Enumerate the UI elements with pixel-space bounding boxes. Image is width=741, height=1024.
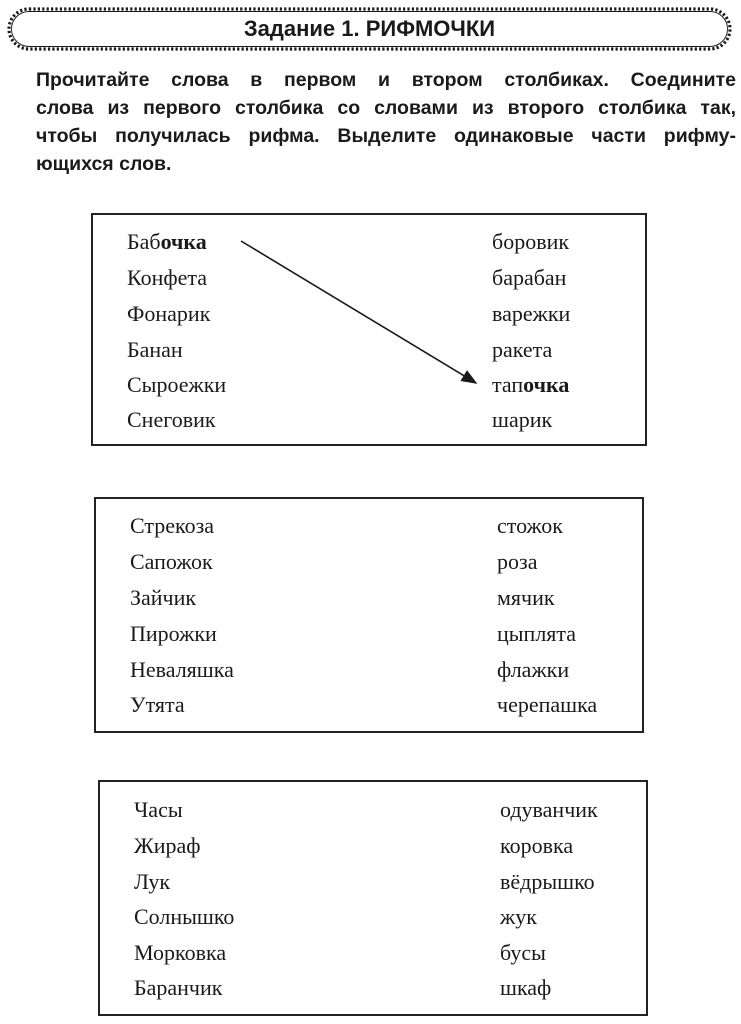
right-word[interactable]: коровка <box>500 833 574 858</box>
page-title: Задание 1. РИФМОЧКИ <box>243 16 496 41</box>
left-word[interactable]: Банан <box>127 337 183 362</box>
left-word[interactable]: Пирожки <box>130 621 217 646</box>
left-word[interactable]: Морковка <box>134 940 227 965</box>
right-word[interactable]: барабан <box>492 265 567 290</box>
left-word[interactable]: Баранчик <box>134 975 223 1000</box>
right-word[interactable]: варежки <box>492 301 571 326</box>
word-group-1 <box>91 213 647 446</box>
right-word[interactable]: жук <box>500 904 537 929</box>
left-word[interactable]: Утята <box>130 692 185 717</box>
left-word[interactable]: Сыроежки <box>127 372 227 397</box>
right-word[interactable]: роза <box>497 549 538 574</box>
left-word[interactable]: Лук <box>134 869 171 894</box>
right-word[interactable]: боровик <box>492 229 570 254</box>
right-word[interactable]: тапочка <box>492 372 570 397</box>
left-word[interactable]: Зайчик <box>130 585 197 610</box>
right-word[interactable]: мячик <box>497 585 555 610</box>
right-word[interactable]: одуванчик <box>500 797 598 822</box>
instruction-line: чтобы получилась рифма. Выделите одинаковые части рифму- <box>36 125 736 147</box>
left-word[interactable]: Стрекоза <box>130 513 215 538</box>
left-word[interactable]: Часы <box>134 797 183 822</box>
right-word[interactable]: флажки <box>497 657 570 682</box>
instructions <box>36 66 736 178</box>
right-word[interactable]: цыплята <box>497 621 577 646</box>
left-word[interactable]: Неваляшка <box>130 657 234 682</box>
left-word[interactable]: Сапожок <box>130 549 213 574</box>
left-word[interactable]: Конфета <box>127 265 208 290</box>
word-group-2 <box>94 497 644 733</box>
right-word[interactable]: ракета <box>492 337 553 362</box>
word-group-3 <box>98 780 648 1016</box>
instruction-line: ющихся слов. <box>36 153 172 175</box>
right-word[interactable]: стожок <box>497 513 563 538</box>
header-banner <box>6 6 733 52</box>
left-word[interactable]: Фонарик <box>127 301 211 326</box>
left-word[interactable]: Жираф <box>134 833 201 858</box>
instruction-line: Прочитайте слова в первом и втором столбиках. Соедините <box>36 69 736 91</box>
left-word[interactable]: Солнышко <box>134 904 235 929</box>
right-word[interactable]: шарик <box>492 407 553 432</box>
right-word[interactable]: вёдрышко <box>500 869 595 894</box>
left-word[interactable]: Бабочка <box>127 229 207 254</box>
left-word[interactable]: Снеговик <box>127 407 216 432</box>
right-word[interactable]: бусы <box>500 940 546 965</box>
instruction-line: слова из первого столбика со словами из второго столбика так, <box>36 97 736 119</box>
right-word[interactable]: шкаф <box>500 975 552 1000</box>
right-word[interactable]: черепашка <box>497 692 598 717</box>
